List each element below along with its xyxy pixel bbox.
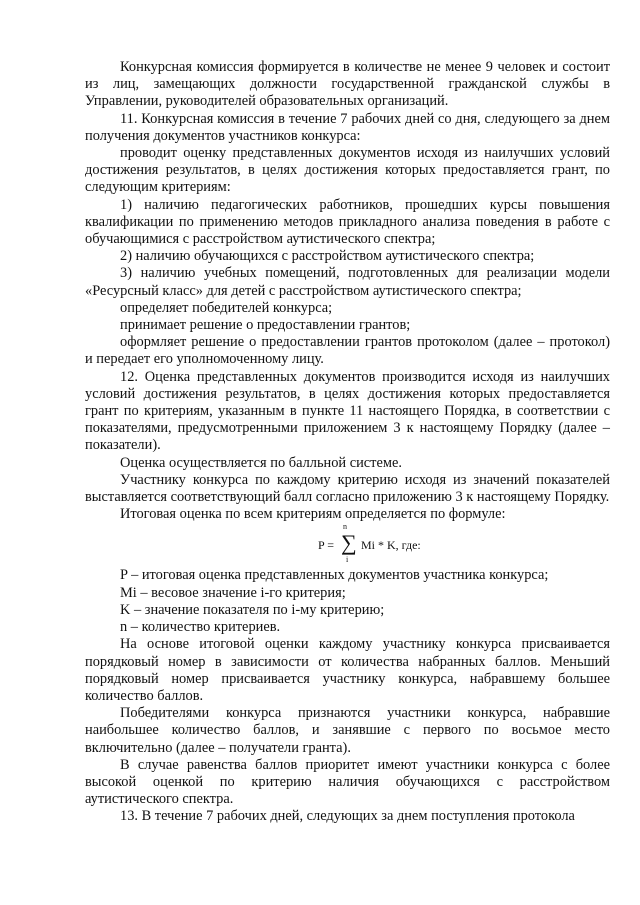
paragraph-item-12: 12. Оценка представленных документов производится исходя из наилучших условий достижения результатов, в целях достижения которых предоставляется грант по критериям, указанным в пункте 11 настоящего Порядка, в соответствии с показателями, предусмотренными приложением 3 к настоящему Порядку (далее – показатели). (85, 368, 610, 454)
paragraph-point-system: Оценка осуществляется по балльной системе. (120, 454, 402, 471)
paragraph-grant-decision: принимает решение о предоставлении грантов; (120, 317, 411, 334)
paragraph-tie-break: В случае равенства баллов приоритет имеют участники конкурса с более высокой оценкой по критерию наличия обучающихся с расстройством аутистического спектра. (85, 756, 610, 808)
sigma-symbol: ∑ (341, 530, 357, 556)
sum-upper-limit: n (343, 522, 347, 532)
criterion-2: 2) наличию обучающихся с расстройством аутистического спектра; (120, 248, 535, 265)
paragraph-winners: Победителями конкурса признаются участники конкурса, набравшие наибольшее количество баллов, и занявшие с первого по восьмое место включительно (далее – получатели гранта). (85, 705, 610, 756)
scoring-formula (85, 523, 610, 567)
criterion-3: 3) наличию учебных помещений, подготовленных для реализации модели «Ресурсный класс» для детей с расстройством аутистического спектра; (85, 265, 610, 299)
sum-lower-limit: i (346, 555, 349, 565)
criterion-1: 1) наличию педагогических работников, прошедших курсы повышения квалификации по применению методов прикладного анализа поведения в работе с обучающимися с расстройством аутистического спектра; (85, 196, 610, 248)
sum-operator (341, 523, 357, 567)
paragraph-item-13: 13. В течение 7 рабочих дней, следующих за днем поступления протокола (120, 808, 575, 825)
definition-k: K – значение показателя по i-му критерию; (120, 601, 385, 618)
paragraph-item-11: 11. Конкурсная комиссия в течение 7 рабочих дней со дня, следующего за днем получения документов участников конкурса: (85, 110, 610, 144)
definition-n: n – количество критериев. (120, 619, 281, 636)
definition-p: P – итоговая оценка представленных документов участника конкурса; (120, 567, 549, 584)
formula-lhs: P = (318, 538, 334, 553)
paragraph-protocol: оформляет решение о предоставлении грантов протоколом (далее – протокол) и передает его уполномоченному лицу. (85, 334, 610, 368)
document-body (85, 59, 610, 826)
paragraph-commission-composition: Конкурсная комиссия формируется в количестве не менее 9 человек и состоит из лиц, замещающих должности государственной гражданской службы в Управлении, руководителей образовательных организаций. (85, 59, 610, 110)
paragraph-determines-winners: определяет победителей конкурса; (120, 299, 333, 316)
paragraph-formula-intro: Итоговая оценка по всем критериям определяется по формуле: (120, 506, 506, 523)
formula-rhs: Mi * K, где: (361, 538, 421, 553)
paragraph-evaluation-criteria: проводит оценку представленных документов исходя из наилучших условий достижения результатов, в целях достижения которых предоставляется грант, по следующим критериям: (85, 145, 610, 196)
paragraph-ranking: На основе итоговой оценки каждому участнику конкурса присваивается порядковый номер в зависимости от количества набранных баллов. Меньший порядковый номер присваивается участнику конкурса, набравшему большее количество баллов. (85, 636, 610, 704)
paragraph-score-assignment: Участнику конкурса по каждому критерию исходя из значений показателей выставляется соответствующий балл согласно приложению 3 к настоящему Порядку. (85, 471, 610, 506)
definition-mi: Mi – весовое значение i-го критерия; (120, 584, 346, 601)
